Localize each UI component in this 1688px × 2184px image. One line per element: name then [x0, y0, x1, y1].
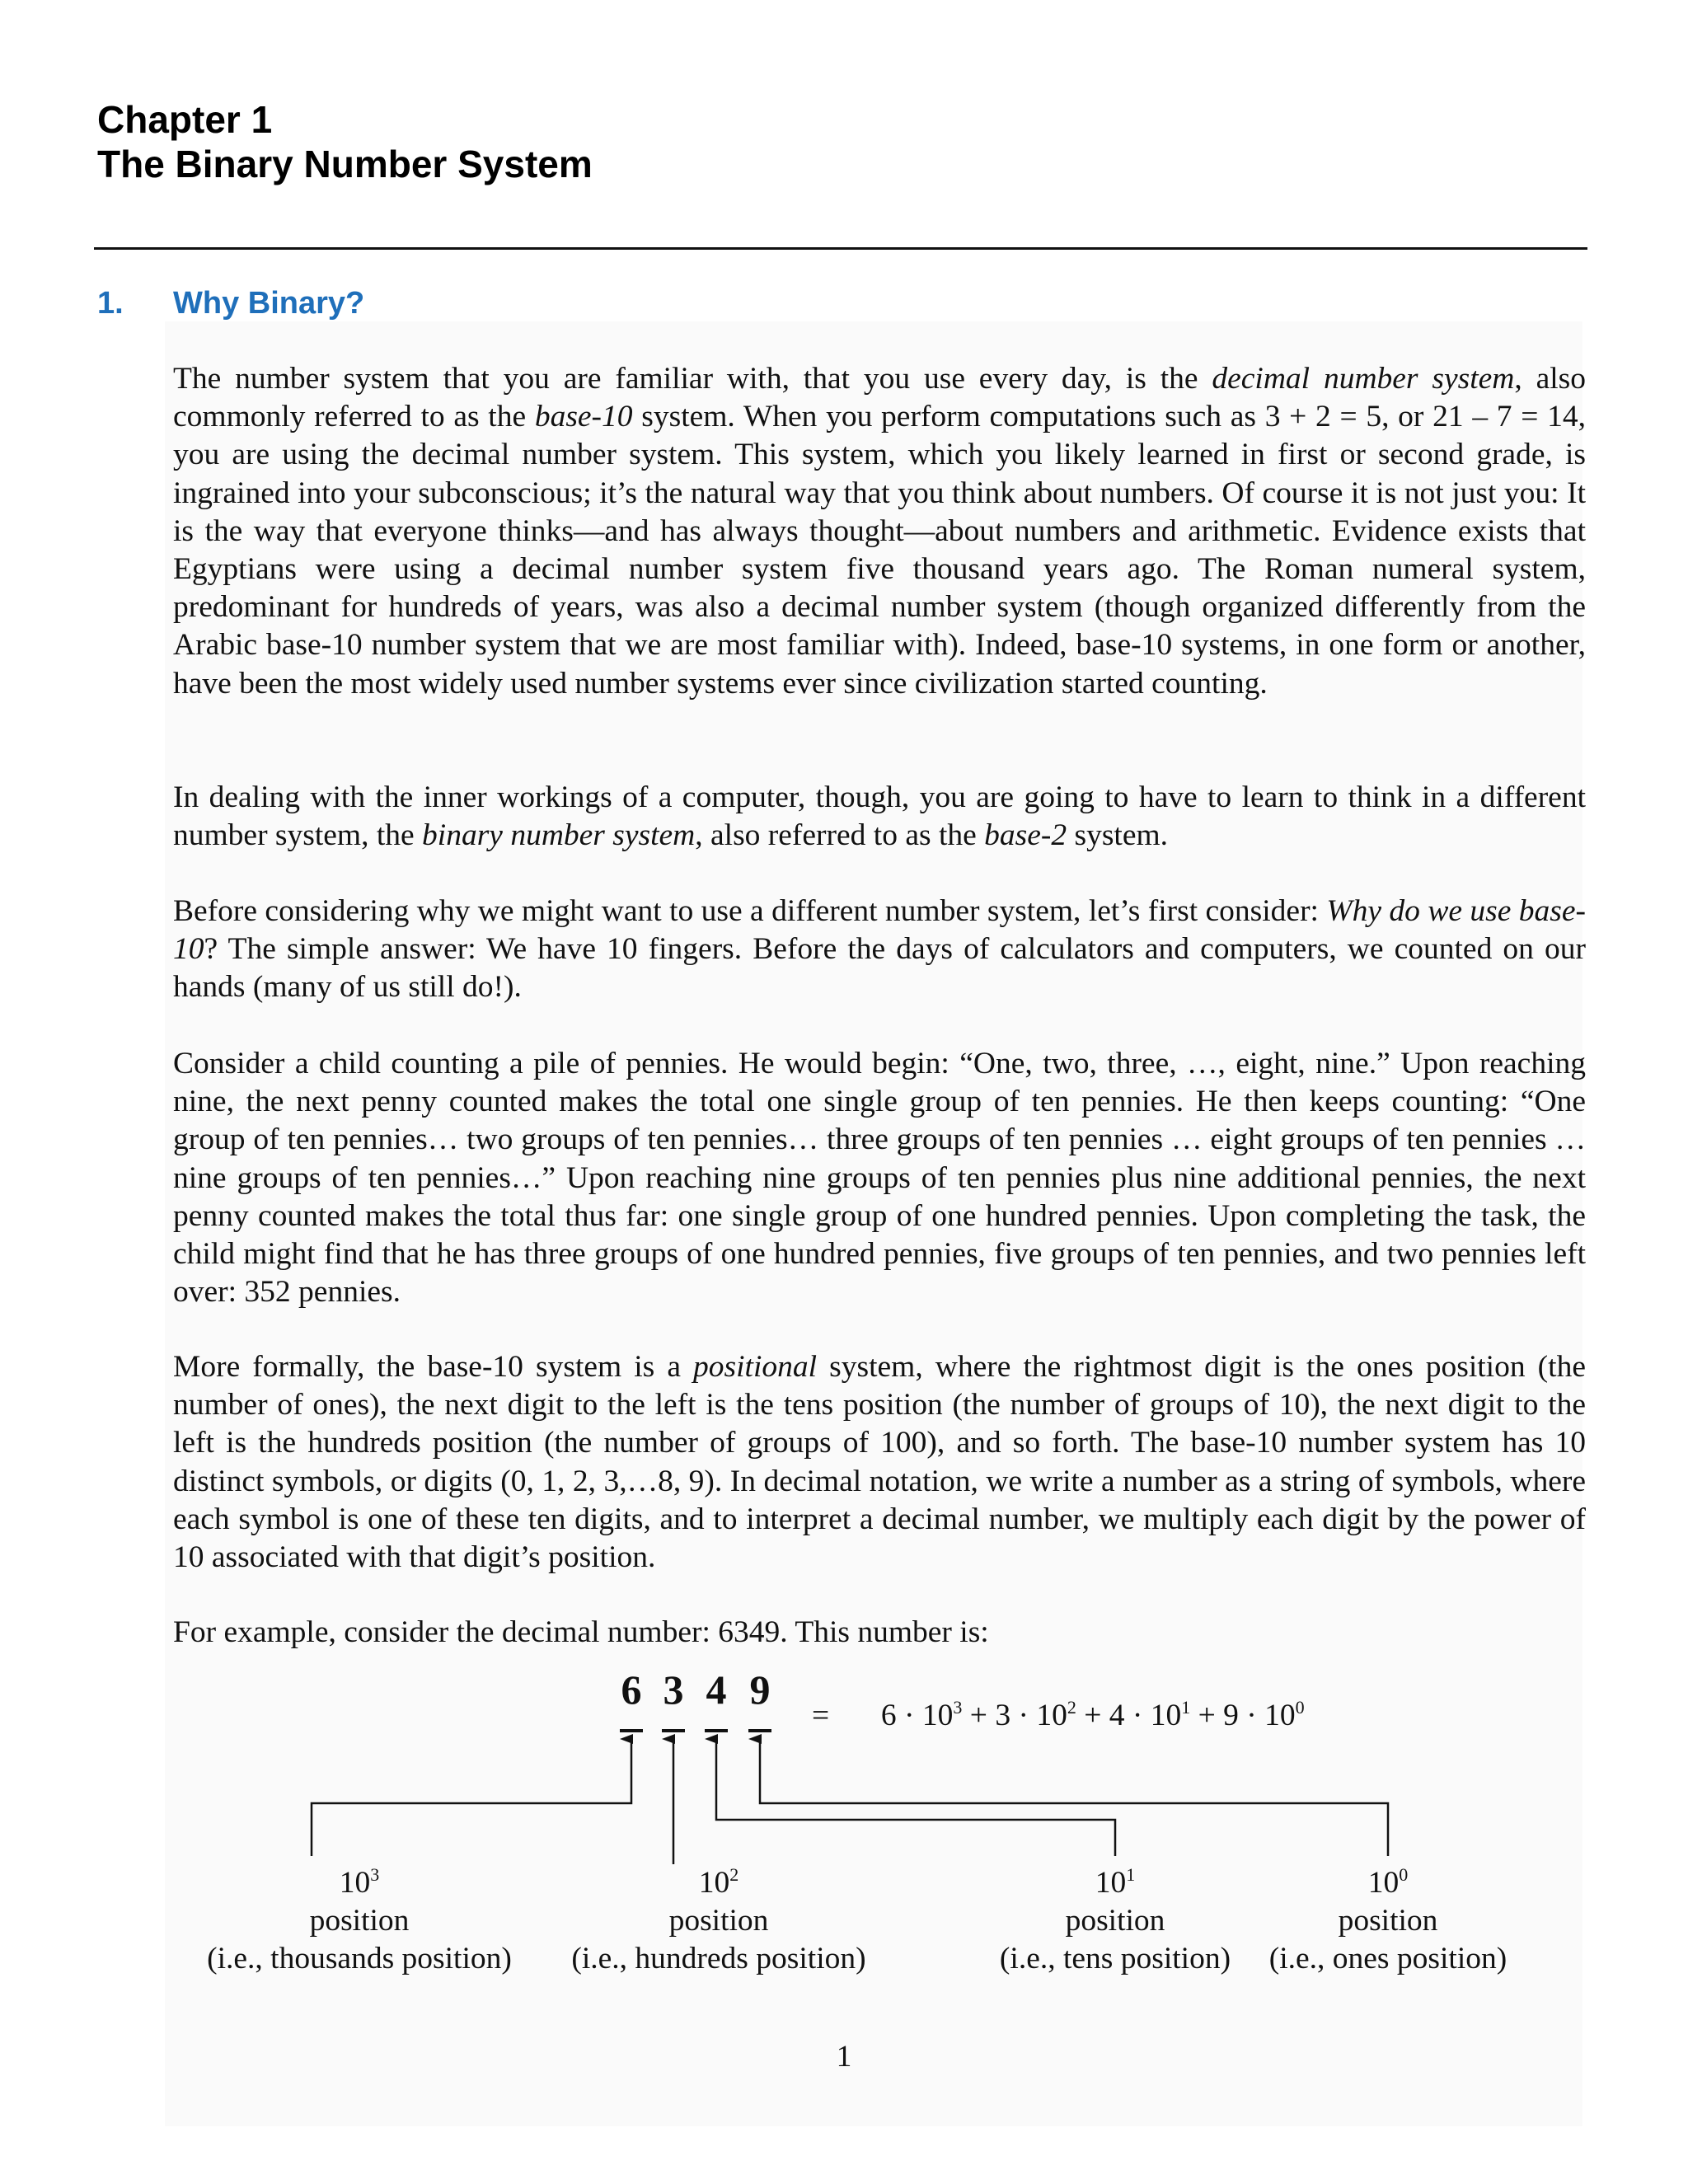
paragraph: [173, 893, 1586, 1007]
position-label-ones: $10^0$ position (i.e., ones position): [1268, 1864, 1507, 1975]
emphasis-text: binary number system: [422, 818, 696, 853]
text-run: system, where the rightmost digit is the ones position (the number of ones), the next digit to the left is the tens position (the number of groups of 10), the next digit to the left is the hundreds position (the number of groups of 100), and so forth. The base-10 number system has 10 distinct symbols, or digits (0, 1, 2, 3,…8, 9). In decimal notation, we write a number as a string of symbols, where each symbol is one of these ten digits, and to interpret a decimal number, we multiply each digit by the power of 10 associated with that digit’s position.: [173, 1350, 1586, 1575]
paragraph: [173, 1348, 1586, 1577]
digit-underline: [620, 1729, 643, 1732]
position-label-tens: $10^1$ position (i.e., tens position): [999, 1864, 1231, 1975]
page-number: 1: [836, 2040, 852, 2074]
text-run: More formally, the base-10 system is a: [173, 1350, 694, 1384]
text-run: system. When you perform computations such as 3 + 2 = 5, or 21 – 7 = 14, you are using the decimal number system. This system, which you likely learned in first or second grade, is ingrained into your subconscious; it’s the natural way that you think about numbers. Of course it is not just you: It is the way that everyone thinks—and has always thought—about numbers and arithmetic. Evidence exists that Egyptians were using a decimal number system five thousand years ago. The Roman numeral system, predominant for hundreds of years, was also a decimal number system (though organized differently from the Arabic base-10 number system that we are most familiar with). Indeed, base-10 systems, in one form or another, have been the most widely used number systems ever since civilization started counting.: [173, 400, 1586, 701]
emphasis-text: Why do we use base-10: [173, 894, 1586, 967]
section-title: Why Binary?: [173, 286, 365, 321]
emphasis-text: decimal number system: [1212, 362, 1515, 396]
text-run: Consider a child counting a pile of pennies. He would begin: “One, two, three, …, eight, nine.” Upon reaching nine, the next penny counted makes the total one single group of ten pennies. He then keeps counting: “One group of ten pennies… two groups of ten pennies… three groups of ten pennies … eight groups of ten pennies … nine groups of ten pennies…” Upon reaching nine groups of ten pennies plus nine additional pennies, the next penny counted makes the total thus far: one single group of one hundred pennies. Upon completing the task, the child might find that he has three groups of one hundred pennies, five groups of ten pennies, and two pennies left over: 352 pennies.: [173, 1047, 1586, 1310]
plus-sign: +: [1084, 1699, 1102, 1732]
text-run: , also referred to as the: [695, 818, 985, 853]
position-label-thousands: $10^3$ position (i.e., thousands position): [207, 1864, 512, 1975]
equation-term: $4 \cdot 10^1$: [1109, 1697, 1191, 1732]
text-run: The number system that you are familiar with, that you use every day, is the: [173, 362, 1212, 396]
digit-underline: [705, 1729, 728, 1732]
horizontal-rule: [94, 247, 1587, 250]
figure-digit: 9: [749, 1666, 771, 1713]
section-number: 1.: [97, 286, 124, 321]
equals-sign: =: [812, 1699, 830, 1732]
text-run: system.: [1067, 818, 1169, 853]
text-run: Before considering why we might want to use a different number system, let’s first consider:: [173, 894, 1327, 928]
emphasis-text: base-10: [534, 400, 633, 434]
digit-underline: [748, 1729, 771, 1732]
chapter-title: The Binary Number System: [97, 143, 593, 185]
equation-term: $9 \cdot 10^0$: [1223, 1697, 1305, 1732]
emphasis-text: base-2: [984, 818, 1067, 853]
chapter-number: Chapter 1: [97, 98, 273, 141]
emphasis-text: positional: [693, 1350, 818, 1384]
paragraph: [173, 779, 1586, 855]
chapter-heading: [97, 97, 593, 186]
figure-digit: 3: [663, 1666, 684, 1713]
digit-underline: [662, 1729, 685, 1732]
equation-term: $6 \cdot 10^3$: [880, 1697, 963, 1732]
text-run: In dealing with the inner workings of a computer, though, you are going to have to learn to think in a different number system, the: [173, 780, 1586, 853]
position-label-hundreds: $10^2$ position (i.e., hundreds position): [571, 1864, 866, 1975]
paragraph: [173, 1045, 1586, 1311]
text-run: ? The simple answer: We have 10 fingers. Before the days of calculators and computers, we counted on our hands (many of us still do!).: [173, 932, 1586, 1005]
plus-sign: +: [1198, 1699, 1216, 1732]
text-run: For example, consider the decimal number: 6349. This number is:: [173, 1615, 989, 1649]
paragraph: [173, 360, 1586, 703]
equation-term: $3 \cdot 10^2$: [995, 1697, 1076, 1732]
plus-sign: +: [969, 1699, 987, 1732]
figure-digit: 6: [621, 1666, 642, 1713]
text-run: , also commonly referred to as the: [173, 362, 1586, 434]
figure-digit: 4: [706, 1666, 727, 1713]
paragraph: [173, 1614, 1586, 1652]
expansion-equation: [812, 1698, 1305, 1734]
